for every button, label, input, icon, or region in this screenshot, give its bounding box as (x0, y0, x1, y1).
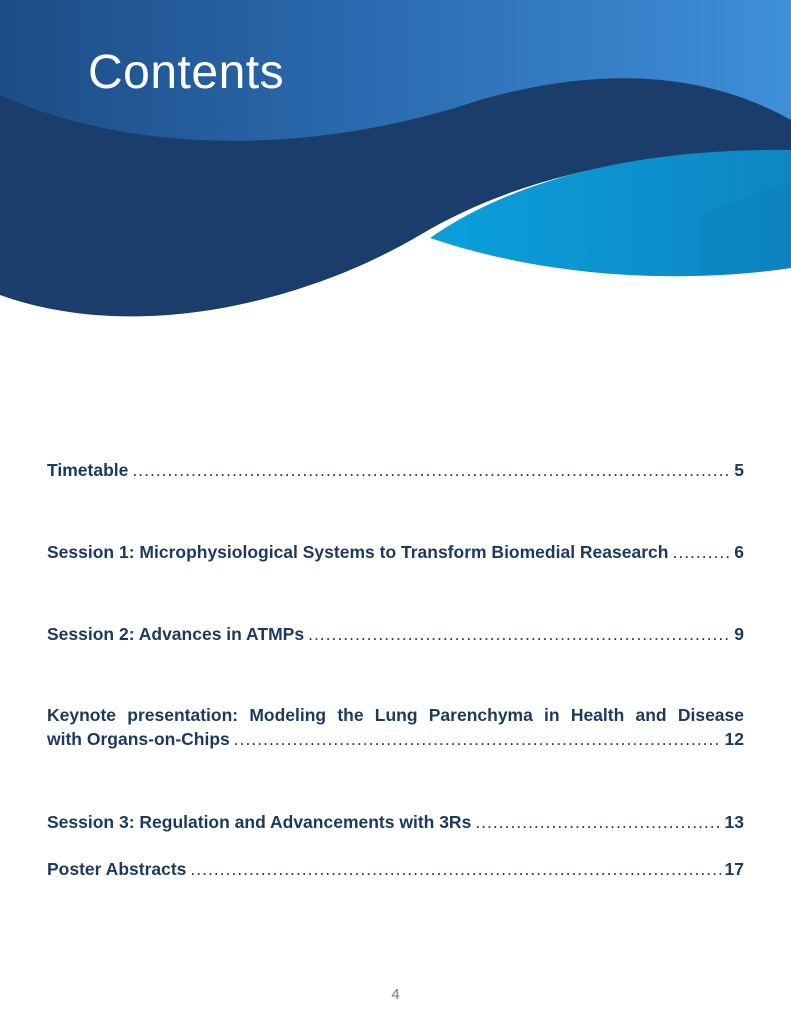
toc-entry-session-3[interactable] (47, 810, 744, 834)
toc-entry-label: Poster Abstracts (47, 859, 187, 879)
toc-entry-label: Session 3: Regulation and Advancements with 3Rs (47, 812, 472, 832)
toc-entry-label-line2: with Organs-on-Chips (47, 729, 230, 749)
toc-entry-poster-abstracts[interactable] (47, 857, 744, 881)
toc-entry-page: 5 (734, 460, 744, 480)
toc-entry-label-line1: Keynote presentation: Modeling the Lung Parenchyma in Health and Disease (47, 705, 744, 725)
toc-entry-label: Timetable (47, 460, 129, 480)
toc-entry-label: Session 2: Advances in ATMPs (47, 624, 305, 644)
page-title: Contents (88, 46, 285, 99)
toc-leader-dots (308, 622, 730, 646)
toc-entry-label: Session 1: Microphysiological Systems to Transform Biomedial Reasearch (47, 542, 669, 562)
toc-entry-page: 13 (724, 812, 744, 832)
toc-leader-dots (132, 458, 730, 482)
toc-entry-session-1[interactable] (47, 540, 744, 564)
toc-entry-session-2[interactable] (47, 622, 744, 646)
toc-entry-keynote[interactable] (47, 703, 744, 751)
toc-entry-page: 17 (724, 859, 744, 879)
toc-entry-page: 12 (724, 729, 744, 749)
toc-leader-dots (234, 727, 721, 751)
toc-entry-page: 9 (734, 624, 744, 644)
toc-entry-page: 6 (734, 542, 744, 562)
toc-leader-dots (672, 540, 730, 564)
toc-leader-dots (190, 857, 720, 881)
toc-leader-dots (475, 810, 720, 834)
toc-entry-timetable[interactable] (47, 458, 744, 482)
page-number: 4 (391, 986, 400, 1003)
